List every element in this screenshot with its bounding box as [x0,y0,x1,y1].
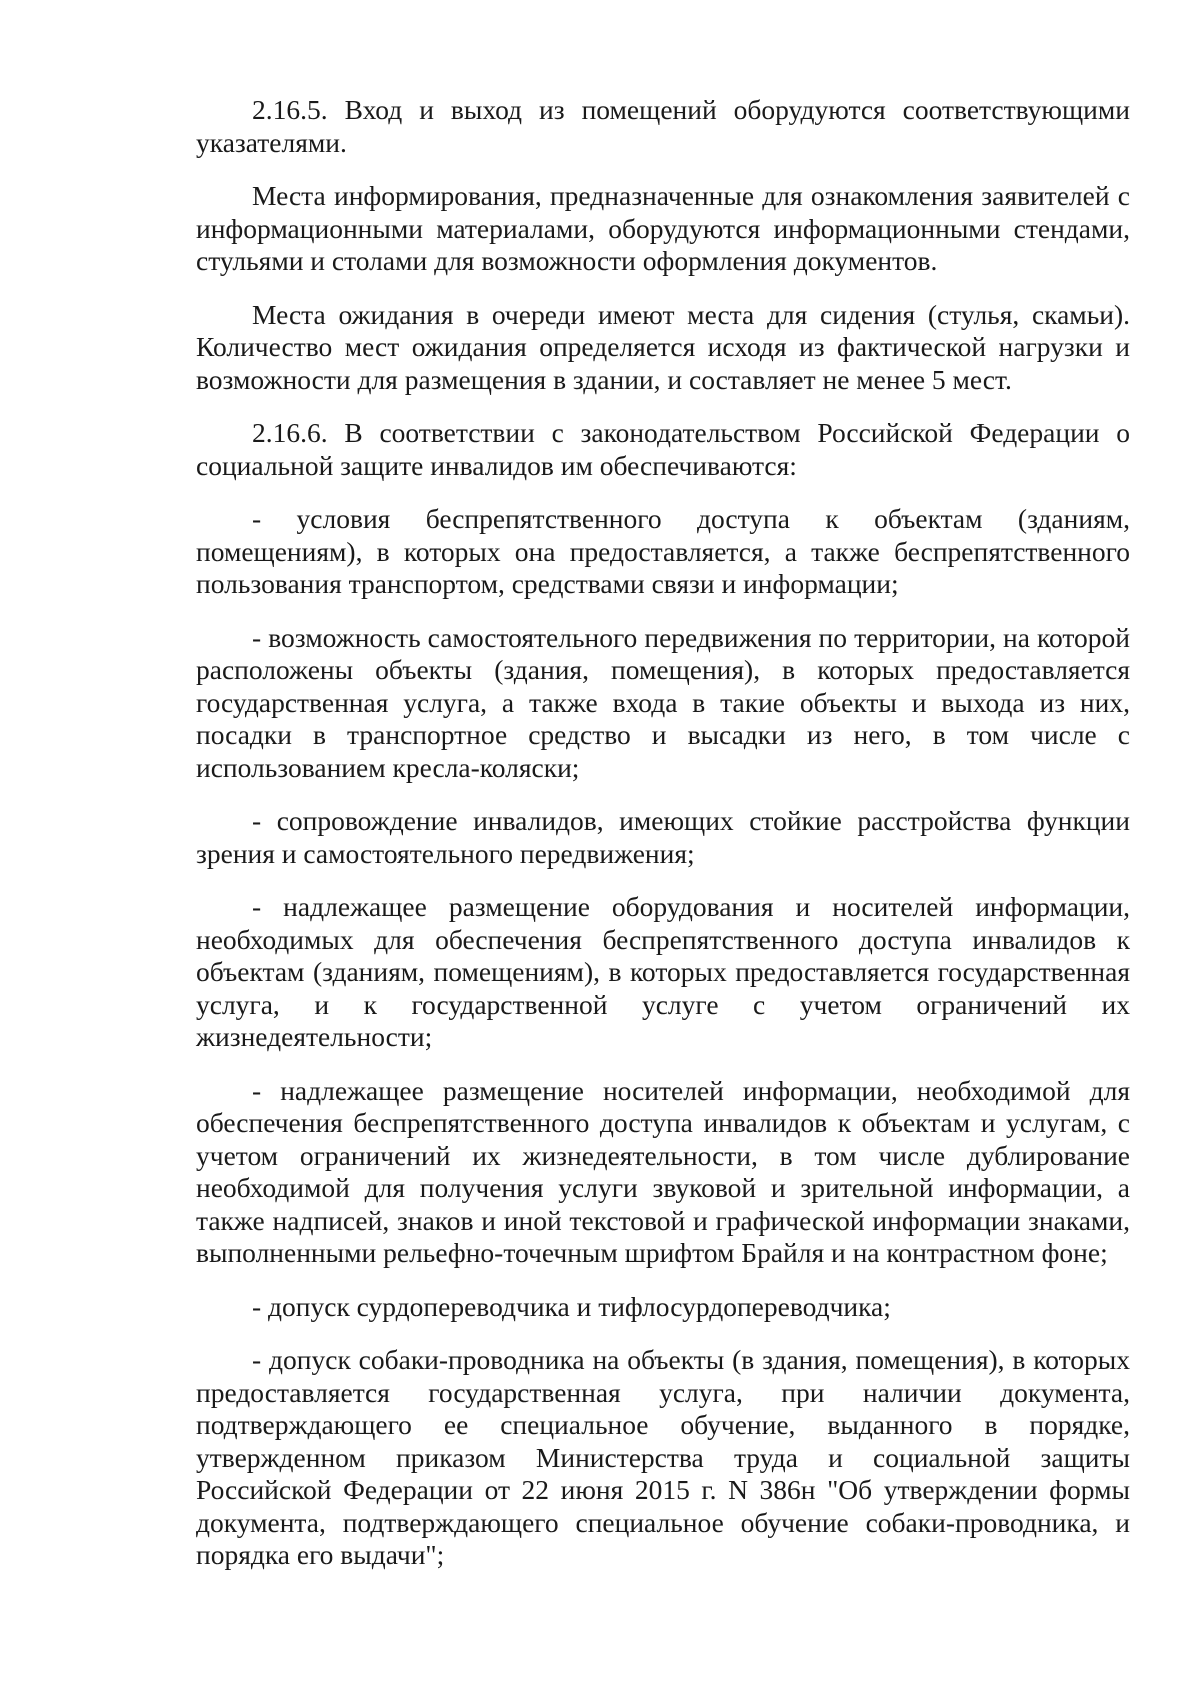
list-item-sign-interpreter: - допуск сурдопереводчика и тифлосурдопереводчика; [252,1290,891,1322]
document-page [196,94,1130,1593]
list-item-information-carriers: - надлежащее размещение носителей информации, необходимой для обеспечения беспрепятственного доступа инвалидов к объектам и услугам, с учетом ограничений их жизнедеятельности, в том числе дублирование необходимой для получения услуги звуковой и зрительной информации, а также надписей, знаков и иной текстовой и графической информации знаками, выполненными рельефно-точечным шрифтом Брайля и на контрастном фоне; [196,1074,1130,1268]
list-item-independent-movement: - возможность самостоятельного передвижения по территории, на которой расположены объекты (здания, помещения), в которых предоставляется государственная услуга, а также входа в такие объекты и выхода из них, посадки в транспортное средство и высадки из него, в том числе с использованием кресла-коляски; [196,621,1130,783]
list-item-accompaniment: - сопровождение инвалидов, имеющих стойкие расстройства функции зрения и самостоятельного передвижения; [196,805,1130,869]
list-item-equipment-placement: - надлежащее размещение оборудования и носителей информации, необходимых для обеспечения беспрепятственного доступа инвалидов к объектам (зданиям, помещениям), в которых предоставляется государственная услуга, и к государственной услуге с учетом ограничений их жизнедеятельности; [196,891,1130,1052]
paragraph-information-places: Места информирования, предназначенные для ознакомления заявителей с информационными материалами, оборудуются информационными стендами, стульями и столами для возможности оформления документов. [196,180,1130,276]
paragraph-waiting-places: Места ожидания в очереди имеют места для сидения (стулья, скамьи). Количество мест ожидания определяется исходя из фактической нагрузки и возможности для размещения в здании, и составляет не менее 5 мест. [196,298,1130,395]
list-item-access-conditions: - условия беспрепятственного доступа к объектам (зданиям, помещениям), в которых она предоставляется, а также беспрепятственного пользования транспортом, средствами связи и информации; [196,503,1130,599]
paragraph-2-16-6: 2.16.6. В соответствии с законодательством Российской Федерации о социальной защите инвалидов им обеспечиваются: [196,417,1130,481]
list-item-guide-dog: - допуск собаки-проводника на объекты (в здания, помещения), в которых предоставляется государственная услуга, при наличии документа, подтверждающего ее специальное обучение, выданного в порядке, утвержденном приказом Министерства труда и социальной защиты Российской Федерации от 22 июня 2015 г. N 386н "Об утверждении формы документа, подтверждающего специальное обучение собаки-проводника, и порядка его выдачи"; [196,1344,1130,1570]
paragraph-2-16-5: 2.16.5. Вход и выход из помещений оборудуются соответствующими указателями. [196,94,1130,158]
